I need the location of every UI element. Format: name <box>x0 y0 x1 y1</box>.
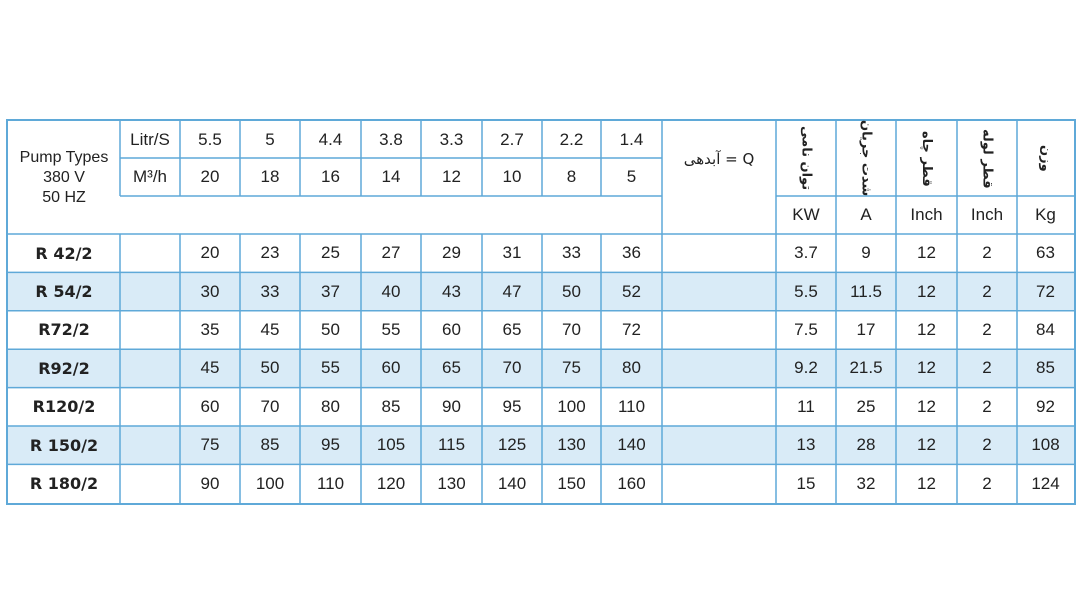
flow-litr-value: 3.8 <box>379 129 403 149</box>
flow-m3h-value: 10 <box>502 167 522 186</box>
head-value: 65 <box>502 319 522 339</box>
pump-type-name: R 180/2 <box>29 474 99 494</box>
head-value: 160 <box>617 473 646 493</box>
head-value: 29 <box>442 243 461 263</box>
flow-m3h-value: 16 <box>321 167 340 186</box>
head-value: 30 <box>200 281 220 301</box>
pump-types-line-2: 380 V <box>43 168 85 186</box>
head-value: 47 <box>502 281 522 301</box>
head-value: 90 <box>200 473 220 493</box>
head-value: 125 <box>497 435 527 455</box>
head-value: 90 <box>442 396 461 416</box>
head-value: 43 <box>442 281 461 301</box>
spec-value: 17 <box>856 319 876 339</box>
flow-q-label: Q = آبدهی <box>683 149 755 168</box>
head-value: 45 <box>260 319 280 339</box>
flow-m3h-value: 20 <box>200 167 220 186</box>
spec-header-unit: Inch <box>970 205 1004 224</box>
spec-value: 32 <box>856 473 876 493</box>
head-value: 36 <box>622 243 641 263</box>
spec-value: 12 <box>917 243 936 263</box>
head-value: 85 <box>260 435 280 455</box>
head-value: 33 <box>260 281 280 301</box>
flow-litr-value: 4.4 <box>318 129 343 149</box>
pump-type-name: R120/2 <box>32 397 96 417</box>
head-value: 33 <box>562 243 581 263</box>
spec-value: 92 <box>1036 396 1055 416</box>
head-value: 120 <box>376 473 406 493</box>
flow-litr-value: 2.7 <box>500 129 524 149</box>
head-value: 140 <box>617 435 646 455</box>
head-value: 37 <box>321 281 340 301</box>
head-value: 110 <box>316 473 345 493</box>
spec-value: 11.5 <box>850 281 882 301</box>
pump-types-line-1: Pump Types <box>19 148 109 166</box>
spec-value: 25 <box>856 396 876 416</box>
spec-value: 7.5 <box>794 319 818 339</box>
head-value: 65 <box>442 358 461 378</box>
head-value: 70 <box>260 396 280 416</box>
spec-header-unit: A <box>860 205 872 224</box>
head-value: 130 <box>437 473 466 493</box>
spec-header-unit: Inch <box>910 205 943 224</box>
spec-value: 2 <box>982 243 992 263</box>
head-value: 52 <box>622 281 641 301</box>
head-value: 110 <box>617 396 646 416</box>
head-value: 40 <box>381 281 401 301</box>
spec-header-label: قطر چاه <box>919 130 934 187</box>
head-value: 100 <box>557 396 586 416</box>
unit-litr-per-second: Litr/S <box>130 129 170 149</box>
flow-litr-value: 1.4 <box>619 129 644 149</box>
spec-value: 2 <box>982 358 992 378</box>
head-value: 50 <box>321 319 340 339</box>
pump-type-name: R72/2 <box>38 320 90 340</box>
head-value: 95 <box>502 396 522 416</box>
head-value: 55 <box>321 358 340 378</box>
spec-value: 72 <box>1036 281 1055 301</box>
spec-value: 2 <box>982 473 992 493</box>
spec-value: 2 <box>982 319 992 339</box>
head-value: 60 <box>442 319 461 339</box>
head-value: 35 <box>200 319 220 339</box>
head-value: 60 <box>200 396 220 416</box>
spec-value: 12 <box>917 319 936 339</box>
spec-header-label: شدت جریان <box>858 120 874 197</box>
pump-spec-table <box>6 119 1076 505</box>
spec-header-unit: Kg <box>1035 205 1056 224</box>
pump-type-name: R 54/2 <box>35 282 93 302</box>
head-value: 60 <box>381 358 401 378</box>
spec-value: 2 <box>982 396 992 416</box>
flow-m3h-value: 18 <box>260 167 280 186</box>
flow-m3h-value: 8 <box>566 167 577 186</box>
spec-value: 12 <box>917 473 936 493</box>
spec-value: 28 <box>856 435 876 455</box>
spec-value: 108 <box>1031 435 1060 455</box>
flow-litr-value: 5.5 <box>198 129 222 149</box>
spec-value: 85 <box>1036 358 1055 378</box>
pump-types-line-3: 50 HZ <box>42 188 86 206</box>
head-value: 150 <box>557 473 586 493</box>
spec-header-unit: KW <box>792 205 820 224</box>
head-value: 50 <box>260 358 280 378</box>
head-value: 70 <box>562 319 581 339</box>
spec-value: 3.7 <box>794 243 818 263</box>
spec-value: 9 <box>861 243 871 263</box>
head-value: 100 <box>255 473 285 493</box>
head-value: 20 <box>200 243 220 263</box>
pump-types-header <box>8 121 120 234</box>
spec-value: 13 <box>796 435 816 455</box>
spec-value: 12 <box>917 358 936 378</box>
head-value: 80 <box>321 396 340 416</box>
head-value: 23 <box>260 243 280 263</box>
pump-type-name: R 42/2 <box>35 243 93 263</box>
head-value: 31 <box>502 243 522 263</box>
flow-litr-value: 5 <box>265 129 275 149</box>
pump-type-name: R 150/2 <box>29 435 99 455</box>
pump-type-name: R92/2 <box>38 358 90 378</box>
head-value: 105 <box>376 435 406 455</box>
flow-m3h-value: 5 <box>626 167 637 186</box>
head-value: 140 <box>497 473 527 493</box>
flow-litr-value: 2.2 <box>559 129 584 149</box>
spec-value: 2 <box>982 281 992 301</box>
flow-m3h-value: 14 <box>381 167 401 186</box>
head-value: 70 <box>502 358 522 378</box>
head-value: 95 <box>321 435 340 455</box>
spec-value: 21.5 <box>849 358 883 378</box>
head-value: 45 <box>200 358 220 378</box>
head-value: 55 <box>381 319 401 339</box>
spec-value: 2 <box>982 435 992 455</box>
spec-header-label: وزن <box>1038 145 1053 172</box>
flow-m3h-value: 12 <box>442 167 461 186</box>
spec-header-label: قطر لوله <box>979 128 995 189</box>
spec-value: 12 <box>917 396 936 416</box>
unit-cubic-meter-per-hour: M³/h <box>133 167 167 186</box>
head-value: 130 <box>557 435 586 455</box>
spec-value: 12 <box>917 435 936 455</box>
head-value: 25 <box>321 243 340 263</box>
spec-value: 63 <box>1036 243 1055 263</box>
head-value: 85 <box>381 396 401 416</box>
head-value: 27 <box>381 243 401 263</box>
spec-value: 15 <box>796 473 816 493</box>
spec-value: 12 <box>917 281 936 301</box>
spec-value: 5.5 <box>794 281 818 301</box>
head-value: 50 <box>562 281 581 301</box>
spec-header-label: توان نامی <box>798 126 814 191</box>
spec-value: 124 <box>1031 473 1060 493</box>
head-value: 72 <box>622 319 641 339</box>
spec-value: 11 <box>797 396 815 416</box>
spec-value: 9.2 <box>794 358 818 378</box>
head-value: 75 <box>562 358 581 378</box>
head-value: 115 <box>437 435 466 455</box>
flow-litr-value: 3.3 <box>439 129 464 149</box>
head-value: 80 <box>622 358 641 378</box>
head-value: 75 <box>200 435 220 455</box>
spec-value: 84 <box>1036 319 1055 339</box>
